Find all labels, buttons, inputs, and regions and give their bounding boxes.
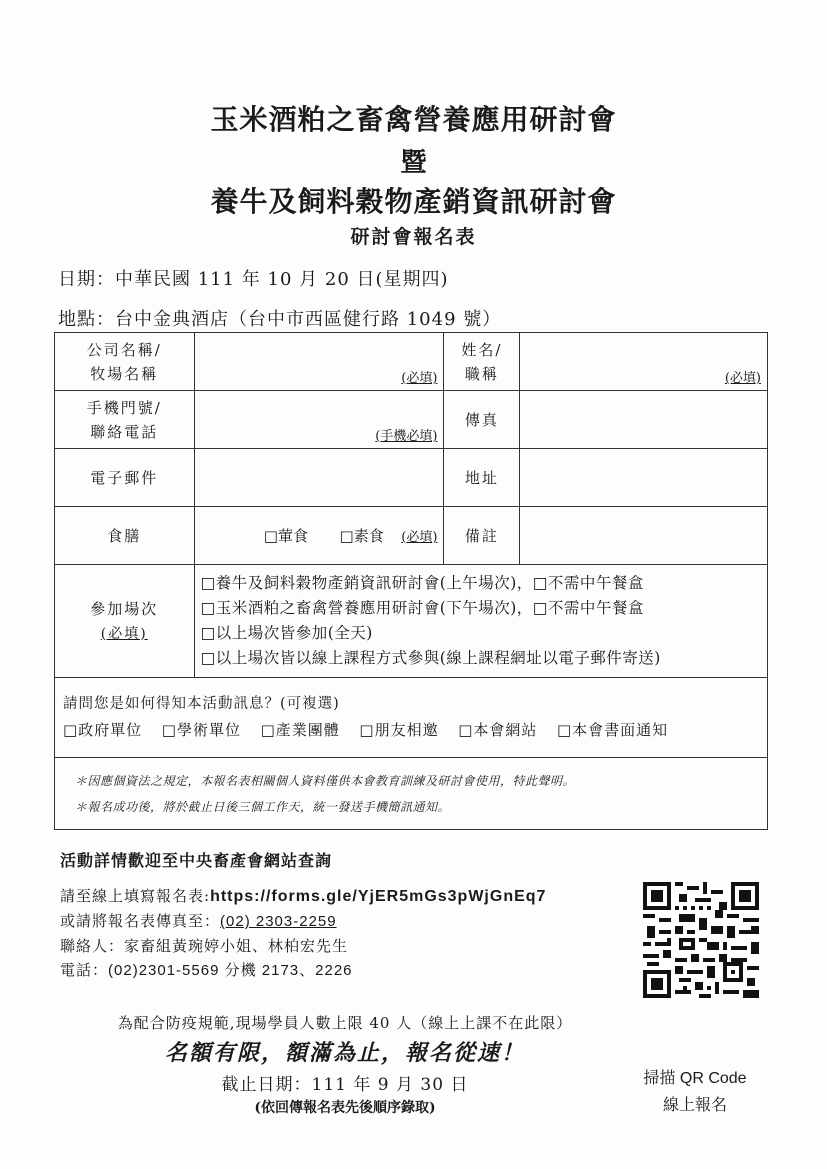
contact-block [60, 884, 546, 983]
privacy-note: ＊因應個資法之規定，本報名表相關個人資料僅供本會教育訓練及研討會使用，特此聲明。 [75, 773, 576, 788]
event-title-main: 玉米酒粕之畜禽營養應用研討會 [210, 103, 617, 136]
name-title-label: 姓名/ 職稱 [444, 333, 520, 391]
session-option-morning[interactable]: □養牛及飼料穀物產銷資訊研討會(上午場次)，□不需中午餐盒 [200, 574, 644, 592]
qr-code-icon[interactable] [643, 882, 759, 998]
phone-input-cell[interactable] [194, 391, 444, 449]
session-required-marker: (必填) [100, 625, 148, 642]
meal-label: 食膳 [55, 507, 195, 565]
source-option-website[interactable]: □本會網站 [458, 721, 538, 739]
source-option-friends[interactable]: □朋友相邀 [359, 721, 439, 739]
address-input-cell[interactable] [520, 449, 768, 507]
required-marker: (必填) [401, 371, 438, 386]
qr-scan-line2: 線上報名 [662, 1095, 727, 1114]
meal-options-cell [194, 507, 444, 565]
required-marker: (必填) [401, 530, 438, 545]
fax-number: (02) 2303-2259 [220, 913, 337, 930]
source-question: 請問您是如何得知本活動訊息？(可複選) [63, 696, 340, 712]
address-label: 地址 [444, 449, 520, 507]
session-option-online[interactable]: □以上場次皆以線上課程方式參與(線上課程網址以電子郵件寄送) [200, 649, 661, 667]
event-title-conjunction: 暨 [400, 148, 427, 178]
source-option-written-notice[interactable]: □本會書面通知 [556, 721, 669, 739]
meal-veg-checkbox[interactable]: □素食 [339, 527, 384, 545]
required-marker: (必填) [724, 371, 761, 386]
fax-label: 傳真 [444, 391, 520, 449]
name-title-input-cell[interactable] [520, 333, 768, 391]
registration-form-table [54, 332, 768, 830]
company-input-cell[interactable] [194, 333, 444, 391]
notes-cell [55, 758, 768, 830]
session-option-afternoon[interactable]: □玉米酒粕之畜禽營養應用研討會(下午場次)，□不需中午餐盒 [200, 599, 644, 617]
qr-scan-caption [610, 1066, 780, 1118]
meal-meat-checkbox[interactable]: □葷食 [263, 527, 308, 545]
source-options [63, 717, 759, 744]
sms-note: ＊報名成功後，將於截止日後三個工作天，統一發送手機簡訊通知。 [75, 799, 451, 814]
contact-persons: 聯絡人：家畜組黃琬婷小姐、林柏宏先生 [60, 937, 349, 955]
qr-scan-line1: 掃描 QR Code [643, 1070, 747, 1087]
session-label: 參加場次 (必填) [55, 565, 195, 678]
remarks-label: 備註 [444, 507, 520, 565]
phone-label: 手機門號/ 聯絡電話 [55, 391, 195, 449]
remarks-input-cell[interactable] [520, 507, 768, 565]
capacity-notice: 為配合防疫規範,現場學員人數上限 40 人（線上上課不在此限） [117, 1014, 573, 1032]
admission-order-note: (依回傳報名表先後順序錄取) [254, 1100, 436, 1116]
online-form-prefix: 請至線上填寫報名表: [60, 887, 211, 905]
event-venue: 地點：台中金典酒店（台中市西區健行路 1049 號） [58, 309, 502, 330]
email-input-cell[interactable] [194, 449, 444, 507]
email-label: 電子郵件 [55, 449, 195, 507]
fax-input-cell[interactable] [520, 391, 768, 449]
fax-prefix: 或請將報名表傳真至： [60, 912, 221, 930]
source-option-academic[interactable]: □學術單位 [161, 721, 241, 739]
online-form-link[interactable]: https://forms.gle/YjER5mGs3pWjGnEq7 [210, 888, 547, 905]
form-subtitle: 研討會報名表 [350, 226, 477, 248]
session-options [194, 565, 767, 678]
event-title-second: 養牛及飼料穀物產銷資訊研討會 [210, 185, 617, 218]
company-label: 公司名稱/ 牧場名稱 [55, 333, 195, 391]
registration-deadline: 截止日期：111 年 9 月 30 日 [221, 1075, 469, 1095]
phone-prefix: 電話： [60, 961, 109, 979]
source-option-government[interactable]: □政府單位 [63, 721, 143, 739]
phone-required-marker: (手機必填) [375, 429, 438, 444]
source-option-industry[interactable]: □產業團體 [260, 721, 340, 739]
phone-number: (02)2301-5569 分機 2173、2226 [108, 962, 353, 979]
hurry-notice: 名額有限，額滿為止，報名從速！ [164, 1040, 525, 1066]
event-date: 日期：中華民國 111 年 10 月 20 日(星期四) [58, 269, 449, 290]
source-question-cell [55, 678, 768, 758]
session-option-fullday[interactable]: □以上場次皆參加(全天) [200, 624, 373, 642]
details-heading: 活動詳情歡迎至中央畜產會網站查詢 [60, 851, 333, 870]
